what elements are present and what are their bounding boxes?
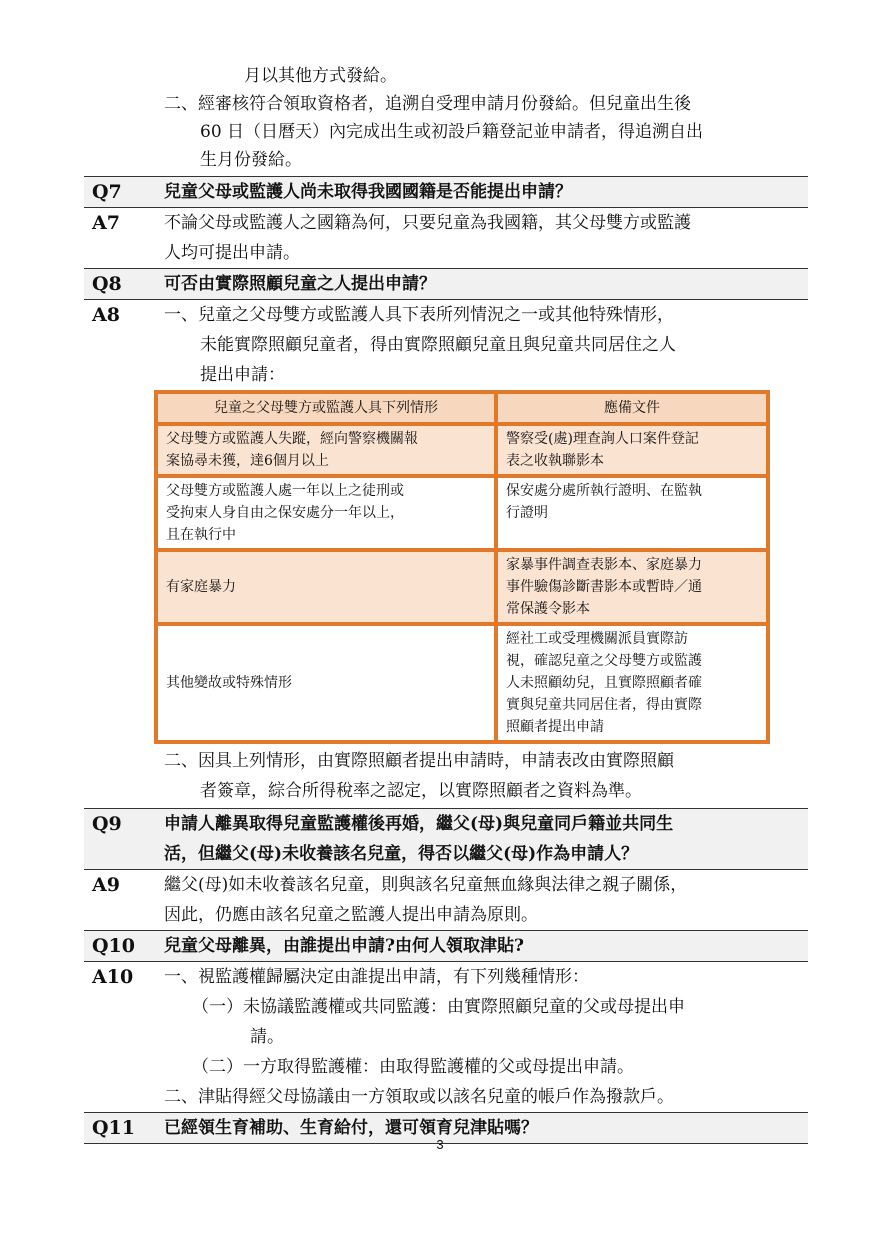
table-cell-documents: [498, 478, 766, 548]
cell-line: 照顧者提出申請: [506, 719, 604, 735]
text-line: 不論父母或監護人之國籍為何，只要兒童為我國籍，其父母雙方或監護: [164, 213, 691, 233]
table-row: [158, 426, 766, 474]
question-text: [164, 809, 808, 869]
text-line: 60 日（日曆天）內完成出生或初設戶籍登記並申請者，得追溯自出: [200, 122, 704, 142]
text-line: 月以其他方式發給。: [244, 66, 397, 86]
answer-a8: [84, 300, 808, 390]
text-line: 因此，仍應由該名兒童之監護人提出申請為原則。: [164, 905, 538, 925]
text-line: 申請人離異取得兒童監護權後再婚，繼父(母)與兒童同戶籍並共同生: [164, 814, 674, 834]
cell-line: 家暴事件調查表影本、家庭暴力: [506, 557, 702, 573]
table-cell-situation: [158, 626, 494, 740]
text-line: 請。: [250, 1027, 284, 1047]
answer-text: [164, 300, 808, 390]
continued-answer: [84, 62, 808, 174]
text-line: （一）未協議監護權或共同監護：由實際照顧兒童的父或母提出申: [192, 997, 685, 1017]
table-header-documents: 應備文件: [498, 394, 766, 422]
answer-text: [164, 962, 808, 1112]
cell-line: 且在執行中: [166, 527, 236, 543]
table-cell-documents: [498, 552, 766, 622]
table-header-situation: 兒童之父母雙方或監護人具下列情形: [158, 394, 494, 422]
question-label: Q11: [92, 1117, 135, 1139]
cell-line: 行證明: [506, 505, 548, 521]
question-q8: [84, 268, 808, 300]
text-line: 繼父(母)如未收養該名兒童，則與該名兒童無血緣與法律之親子關係，: [164, 875, 688, 895]
text-line: 二、經審核符合領取資格者，追溯自受理申請月份發給。但兒童出生後: [164, 94, 691, 114]
situation-documents-table: [154, 390, 770, 744]
answer-a10: [84, 962, 808, 1112]
question-label: Q8: [92, 273, 122, 295]
cell-line: 表之收執聯影本: [506, 453, 604, 469]
answer-label: A10: [92, 966, 134, 988]
cell-line: 案協尋未獲，達6個月以上: [166, 453, 329, 469]
answer-a7: [84, 208, 808, 268]
text-line: 生月份發給。: [200, 150, 302, 170]
question-q10: [84, 930, 808, 962]
page-number: 3: [436, 1137, 444, 1152]
answer-a9: [84, 870, 808, 930]
cell-line: 視，確認兒童之父母雙方或監護: [506, 653, 702, 669]
question-label: Q10: [92, 935, 135, 957]
table-cell-situation: [158, 478, 494, 548]
cell-line: 父母雙方或監護人處一年以上之徒刑或: [166, 483, 404, 499]
table-cell-situation: [158, 426, 494, 474]
question-text: 兒童父母離異，由誰提出申請?由何人領取津貼?: [164, 936, 524, 956]
table-row: [158, 478, 766, 548]
cell-line: 受拘束人身自由之保安處分一年以上，: [166, 505, 404, 521]
faq-page: [84, 62, 808, 1144]
answer-text: [164, 870, 808, 930]
text-line: 活，但繼父(母)未收養該名兒童，得否以繼父(母)作為申請人？: [164, 844, 639, 864]
answer-label: A9: [92, 874, 120, 896]
answer-label: A7: [92, 212, 120, 234]
question-q7: [84, 176, 808, 208]
cell-line: 其他變故或特殊情形: [166, 675, 292, 691]
cell-line: 常保護令影本: [506, 601, 590, 617]
question-label: Q7: [92, 181, 122, 203]
table-row: [158, 626, 766, 740]
answer-text: [164, 208, 808, 268]
table-header-row: [158, 394, 766, 422]
question-text: 兒童父母或監護人尚未取得我國國籍是否能提出申請？: [164, 182, 572, 202]
question-label: Q9: [92, 813, 122, 835]
cell-line: 實與兒童共同居住者，得由實際: [506, 697, 702, 713]
text-line: 人均可提出申請。: [164, 243, 300, 263]
cell-line: 有家庭暴力: [166, 579, 236, 595]
text-line: 提出申請：: [200, 365, 285, 385]
text-line: 二、因具上列情形，由實際照顧者提出申請時，申請表改由實際照顧: [164, 751, 674, 771]
cell-line: 經社工或受理機關派員實際訪: [506, 631, 688, 647]
cell-line: 保安處分處所執行證明、在監執: [506, 483, 702, 499]
text-line: 一、兒童之父母雙方或監護人具下表所列情況之一或其他特殊情形，: [164, 305, 674, 325]
text-line: 未能實際照顧兒童者，得由實際照顧兒童且與兒童共同居住之人: [200, 335, 676, 355]
table-cell-documents: [498, 626, 766, 740]
cell-line: 事件驗傷診斷書影本或暫時／通: [506, 579, 702, 595]
cell-line: 警察受(處)理查詢人口案件登記: [506, 431, 699, 447]
table-cell-documents: [498, 426, 766, 474]
text-line: 一、視監護權歸屬決定由誰提出申請，有下列幾種情形：: [164, 967, 589, 987]
answer-a8-continued: [84, 746, 808, 806]
question-text: 可否由實際照顧兒童之人提出申請？: [164, 274, 436, 294]
cell-line: 人未照顧幼兒，且實際照顧者確: [506, 675, 702, 691]
text-line: （二）一方取得監護權：由取得監護權的父或母提出申請。: [192, 1057, 634, 1077]
question-q9: [84, 808, 808, 870]
text-line: 二、津貼得經父母協議由一方領取或以該名兒童的帳戶作為撥款戶。: [164, 1087, 674, 1107]
table-cell-situation: [158, 552, 494, 622]
text-line: 者簽章，綜合所得稅率之認定，以實際照顧者之資料為準。: [200, 781, 642, 801]
table-row: [158, 552, 766, 622]
answer-label: A8: [92, 304, 120, 326]
question-text: 已經領生育補助、生育給付，還可領育兒津貼嗎？: [164, 1118, 538, 1138]
cell-line: 父母雙方或監護人失蹤，經向警察機關報: [166, 431, 418, 447]
